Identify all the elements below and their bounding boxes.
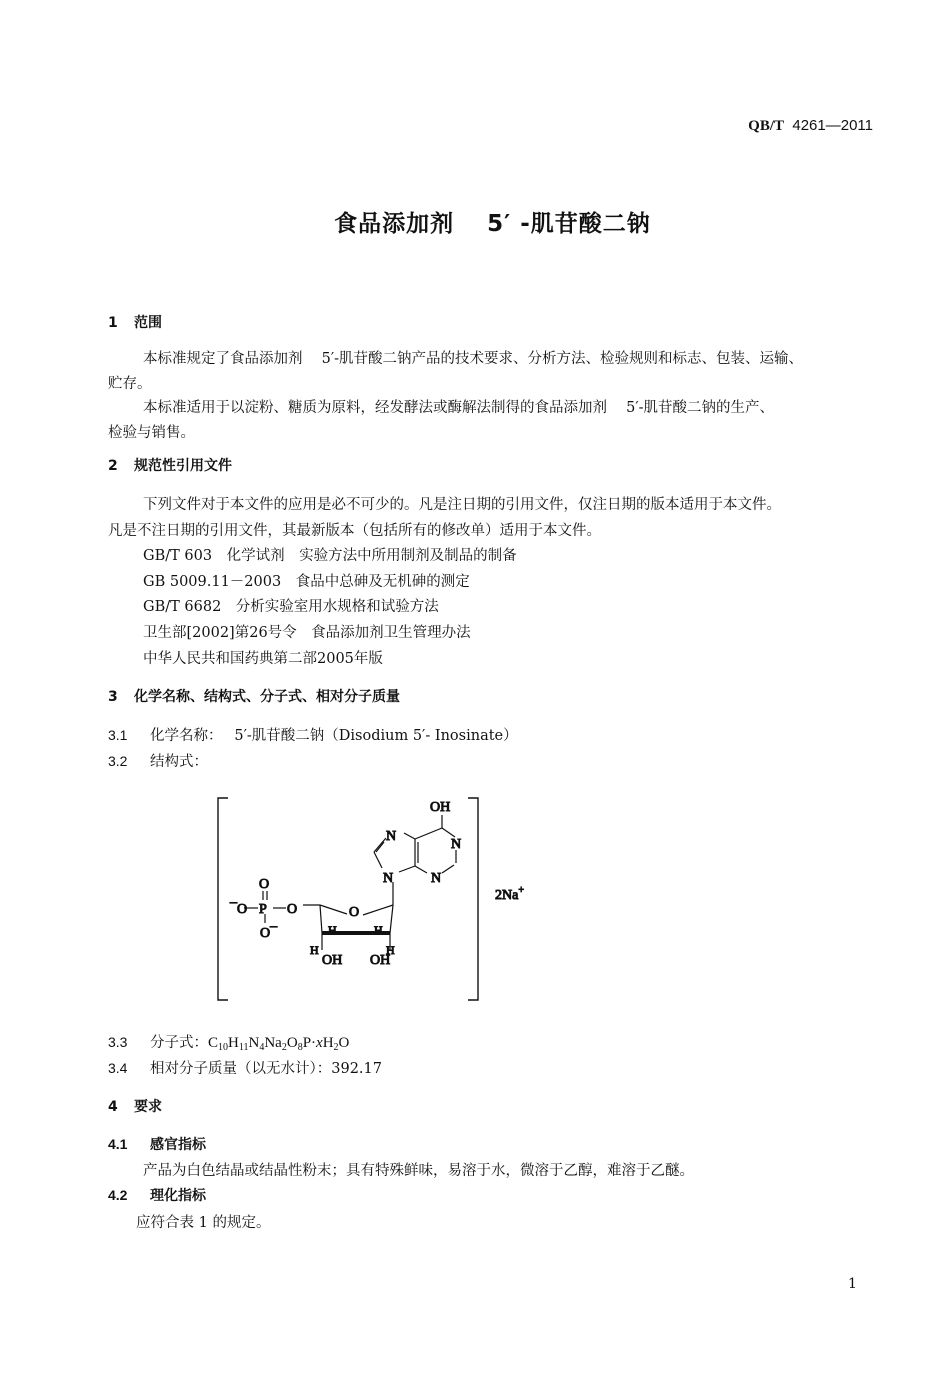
label-oh-top: OH [430,800,451,815]
label-oh1: OH [322,953,343,968]
label-p: P [259,902,267,917]
reference-item: 中华人民共和国药典第二部2005年版 [143,651,383,667]
section-4-2-text: 应符合表 1 的规定。 [136,1215,271,1231]
section-2-para-line2: 凡是不注日期的引用文件，其最新版本（包括所有的修改单）适用于本文件。 [108,523,601,539]
section-1-para1-line1: 本标准规定了食品添加剂 5′-肌苷酸二钠产品的技术要求、分析方法、检验规则和标志、包装、运输、 [143,351,804,367]
reference-item: 卫生部[2002]第26号令 食品添加剂卫生管理办法 [143,625,471,641]
formula-label: 分子式： [150,1035,208,1051]
label-counter-ion: 2Na+ [495,885,524,903]
label-oh2: OH [370,953,391,968]
standard-code: 4261—2011 [792,117,873,134]
molecular-formula: $C_{10}H_{11}N_4Na_2O_8P\cdot xH_2O$ [208,1035,350,1053]
standard-prefix: QB/T [748,118,785,134]
reference-item: GB/T 6682 分析实验室用水规格和试验方法 [143,599,439,615]
section-3-heading: 3 化学名称、结构式、分子式、相对分子质量 [108,689,400,705]
label-o-minus-bottom: O¯ [260,926,278,941]
section-1-heading: 1 范围 [108,315,162,331]
section-2-heading: 2 规范性引用文件 [108,458,232,474]
label-h1: H [328,923,337,937]
left-bracket [218,798,228,1000]
label-o-ring: O [349,905,360,920]
label-n1: N [451,837,462,852]
section-4-1-text: 产品为白色结晶或结晶性粉末；具有特殊鲜味，易溶于水，微溶于乙醇，难溶于乙醚。 [143,1163,694,1179]
label-o-link: O [287,902,298,917]
page-number: 1 [848,1276,857,1292]
label-h3: H [310,943,319,957]
standard-number [748,117,873,135]
label-n2: N [431,871,442,886]
section-1-para1-line2: 贮存。 [108,376,152,392]
right-bracket [468,798,478,1000]
document-title: 食品添加剂 5′ -肌苷酸二钠 [334,211,651,237]
reference-item: GB/T 603 化学试剂 实验方法中所用制剂及制品的制备 [143,548,517,564]
label-n4: N [383,871,394,886]
section-4-1-heading: 4.1 感官指标 [108,1136,206,1153]
reference-item: GB 5009.11－2003 食品中总砷及无机砷的测定 [143,574,470,590]
section-1-para2-line1: 本标准适用于以淀粉、糖质为原料，经发酵法或酶解法制得的食品添加剂 5′-肌苷酸二钠的生产、 [143,400,775,416]
section-3-3: 3.3 分子式：$C_{10}H_{11}N_4Na_2O_8P\cdot xH_2O$ [108,1034,350,1053]
label-o-double: O [259,877,270,892]
section-4-2-heading: 4.2 理化指标 [108,1187,206,1204]
section-3-2: 3.2 结构式： [108,753,208,770]
label-h4: H [386,943,395,957]
label-h2: H [374,923,383,937]
section-4-heading: 4 要求 [108,1099,162,1115]
section-3-4: 3.4 相对分子质量（以无水计）：392.17 [108,1060,382,1077]
label-o-minus-left: ¯O [230,902,248,917]
structural-formula [210,790,550,1005]
section-1-para2-line2: 检验与销售。 [108,425,195,441]
section-2-para-line1: 下列文件对于本文件的应用是必不可少的。凡是注日期的引用文件，仅注日期的版本适用于本文件。 [143,497,781,513]
section-3-1: 3.1 化学名称： 5′-肌苷酸二钠（Disodium 5′- Inosinate） [108,727,518,744]
label-n3: N [386,829,397,844]
